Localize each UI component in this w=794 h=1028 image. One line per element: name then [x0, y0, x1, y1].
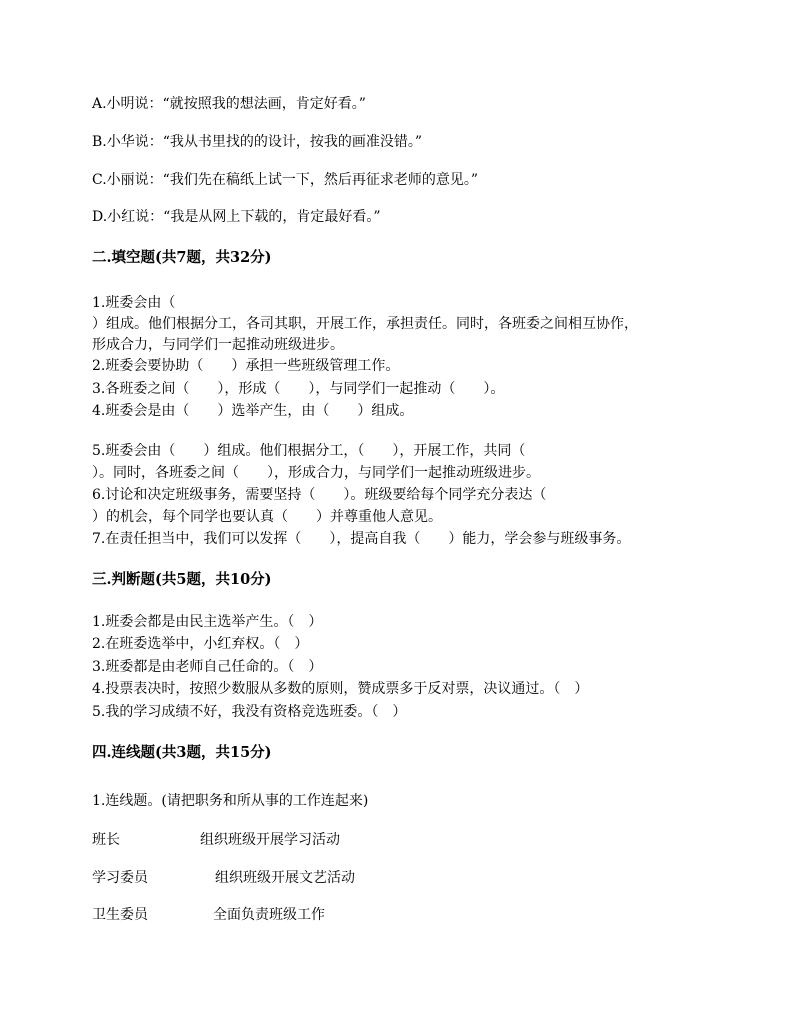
fill-line: 4.班委会是由（ ）选举产生，由（ ）组成。 [92, 403, 414, 419]
judge-line: 5.我的学习成绩不好，我没有资格竞选班委。（ ） [92, 704, 407, 720]
judge-line: 4.投票表决时，按照少数服从多数的原则，赞成票多于反对票，决议通过。（ ） [92, 681, 589, 697]
option-a: A.小明说：“就按照我的想法画，肯定好看。” [92, 96, 366, 112]
judge-line: 3.班委都是由老师自己任命的。（ ） [92, 659, 323, 675]
fill-line: 6.讨论和决定班级事务，需要坚持（ ）。班级要给每个同学充分表达（ [92, 487, 547, 503]
section-3-title: 三.判断题(共5题，共10分) [92, 571, 272, 588]
fill-line: ）。同时，各班委之间（ ），形成合力，与同学们一起推动班级进步。 [92, 465, 540, 481]
match-task: 全面负责班级工作 [213, 907, 325, 923]
match-task: 组织班级开展文艺活动 [215, 870, 355, 886]
fill-line: 7.在责任担当中，我们可以发挥（ ），提高自我（ ）能力，学会参与班级事务。 [92, 531, 631, 547]
judge-line: 2.在班委选举中，小红弃权。（ ） [92, 636, 309, 652]
section-2-title: 二.填空题(共7题，共32分) [92, 249, 272, 266]
fill-line: 5.班委会由（ ）组成。他们根据分工，（ ），开展工作，共同（ [92, 443, 526, 459]
option-b: B.小华说：“我从书里找的的设计，按我的画准没错。” [92, 134, 423, 150]
fill-line: ）的机会，每个同学也要认真（ ）并尊重他人意见。 [92, 509, 442, 525]
option-c: C.小丽说：“我们先在稿纸上试一下，然后再征求老师的意见。” [92, 172, 478, 188]
fill-line: 3.各班委之间（ ），形成（ ），与同学们一起推动（ ）。 [92, 381, 505, 397]
fill-line: ）组成。他们根据分工，各司其职，开展工作，承担责任。同时，各班委之间相互协作， [92, 316, 638, 332]
match-role: 卫生委员 [92, 907, 148, 923]
match-task: 组织班级开展学习活动 [200, 832, 340, 848]
judge-line: 1.班委会都是由民主选举产生。（ ） [92, 614, 323, 630]
match-role: 班长 [92, 832, 120, 848]
fill-line: 2.班委会要协助（ ）承担一些班级管理工作。 [92, 358, 400, 374]
match-question: 1.连线题。(请把职务和所从事的工作连起来) [92, 793, 369, 809]
fill-line: 形成合力，与同学们一起推动班级进步。 [92, 337, 344, 353]
match-role: 学习委员 [92, 870, 148, 886]
fill-line: 1.班委会由（ [92, 295, 176, 311]
section-4-title: 四.连线题(共3题，共15分) [92, 744, 272, 761]
option-d: D.小红说：“我是从网上下载的，肯定最好看。” [92, 209, 381, 225]
